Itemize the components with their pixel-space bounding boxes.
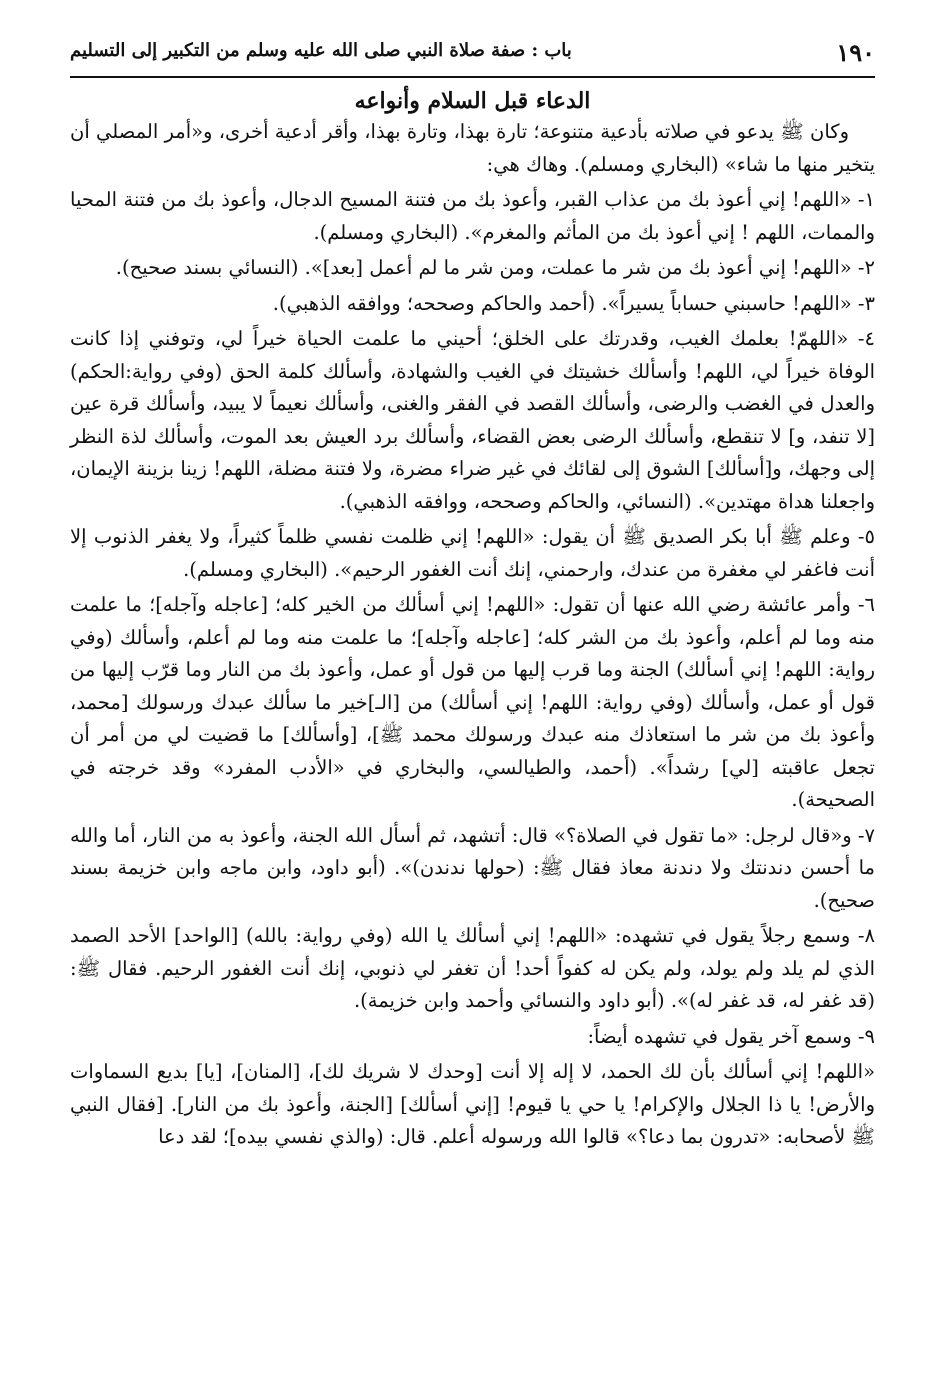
- paragraph-item-9: ٩- وسمع آخر يقول في تشهده أيضاً:: [587, 1024, 875, 1048]
- body-text: [70, 116, 875, 1154]
- running-title: باب : صفة صلاة النبي صلى الله عليه وسلم من التكبير إلى التسليم: [70, 40, 572, 61]
- page-header: [70, 30, 875, 78]
- paragraph-item-9-supplication: «اللهم! إني أسألك بأن لك الحمد، لا إله إلا أنت [وحدك لا شريك لك]، [المنان]، [يا] بديع السماوات والأرض! يا ذا الجلال والإكرام! يا حي يا قيوم! [إني أسألك] [الجنة، وأعوذ بك من النار]. [فقال النبي ﷺ لأصحابه: «تدرون بما دعا؟» قالوا الله ورسوله أعلم. قال: (والذي نفسي بيده]؛ لقد دعا: [70, 1060, 875, 1148]
- section-heading: الدعاء قبل السلام وأنواعه: [354, 88, 591, 114]
- paragraph-item-2: ٢- «اللهم! إني أعوذ بك من شر ما عملت، ومن شر ما لم أعمل [بعد]». (النسائي بسند صحيح).: [115, 256, 875, 279]
- paragraph-intro: وكان ﷺ يدعو في صلاته بأدعية متنوعة؛ تارة بهذا، وتارة بهذا، وأقر أدعية أخرى، و«أمر المصلي أن يتخير منها ما شاء» (البخاري ومسلم). وهاك هي:: [70, 120, 875, 176]
- paragraph-item-6: ٦- وأمر عائشة رضي الله عنها أن تقول: «اللهم! إني أسألك من الخير كله؛ [عاجله وآجله]؛ ما علمت منه وما لم أعلم، وأعوذ بك من الشر كله؛ [عاجله وآجله]؛ ما علمت منه وما لم أعلم، وأسألك (وفي رواية: اللهم! إني أسألك) الجنة وما قرب إليها من قول أو عمل، وأعوذ بك من النار وما قرّب إليها من قول أو عمل، وأسألك (وفي رواية: اللهم! إني أسألك) من [الـ]خير ما سألك عبدك ورسولك [محمد، وأعوذ بك من شر ما استعاذك منه عبدك ورسولك محمد ﷺ]، [وأسألك] ما قضيت لي من أمر أن تجعل عاقبته [لي] رشداً». (أحمد، والطيالسي، والبخاري في «الأدب المفرد» وقد خرجته في الصحيحة).: [70, 593, 875, 811]
- paragraph-item-1: ١- «اللهم! إني أعوذ بك من عذاب القبر، وأعوذ بك من فتنة المسيح الدجال، وأعوذ بك من فتنة المحيا والممات، اللهم ! إني أعوذ بك من المأثم والمغرم». (البخاري ومسلم).: [70, 188, 875, 244]
- page-number: ١٩٠: [836, 38, 875, 67]
- paragraph-item-3: ٣- «اللهم! حاسبني حساباً يسيراً». (أحمد والحاكم وصححه؛ ووافقه الذهبي).: [272, 291, 875, 315]
- paragraph-item-8: ٨- وسمع رجلاً يقول في تشهده: «اللهم! إني أسألك يا الله (وفي رواية: بالله) [الواحد] الأحد الصمد الذي لم يلد ولم يولد، ولم يكن له كفواً أحد! أن تغفر لي ذنوبي، إنك أنت الغفور الرحيم. فقال ﷺ: (قد غفر له، قد غفر له)». (أبو داود والنسائي وأحمد وابن خزيمة).: [70, 924, 875, 1012]
- paragraph-item-4: ٤- «اللهمّ! بعلمك الغيب، وقدرتك على الخلق؛ أحيني ما علمت الحياة خيراً لي، وتوفني إذا كانت الوفاة خيراً لي، اللهم! وأسألك خشيتك في الغيب والشهادة، وأسألك كلمة الحق (وفي رواية:الحكم) والعدل في الغضب والرضى، وأسألك القصد في الفقر والغنى، وأسألك نعيماً لا يبيد، وأسألك قرة عين [لا تنفد، و] لا تنقطع، وأسألك الرضى بعض القضاء، وأسألك برد العيش بعد الموت، وأسألك لذة النظر إلى وجهك، و[أسألك] الشوق إلى لقائك في غير ضراء مضرة، ولا فتنة مضلة، اللهم! زينا بزينة الإيمان، واجعلنا هداة مهتدين». (النسائي، والحاكم وصححه، ووافقه الذهبي).: [70, 327, 875, 513]
- paragraph-item-7: ٧- و«قال لرجل: «ما تقول في الصلاة؟» قال: أتشهد، ثم أسأل الله الجنة، وأعوذ به من النار، أما والله ما أحسن دندنتك ولا دندنة معاذ فقال ﷺ: (حولها ندندن)». (أبو داود، وابن ماجه وابن خزيمة بسند صحيح).: [69, 823, 875, 912]
- paragraph-item-5: ٥- وعلم ﷺ أبا بكر الصديق ﷺ أن يقول: «اللهم! إني ظلمت نفسي ظلماً كثيراً، ولا يغفر الذنوب إلا أنت فاغفر لي مغفرة من عندك، وارحمني، إنك أنت الغفور الرحيم». (البخاري ومسلم).: [70, 525, 875, 581]
- book-page: [0, 30, 933, 1394]
